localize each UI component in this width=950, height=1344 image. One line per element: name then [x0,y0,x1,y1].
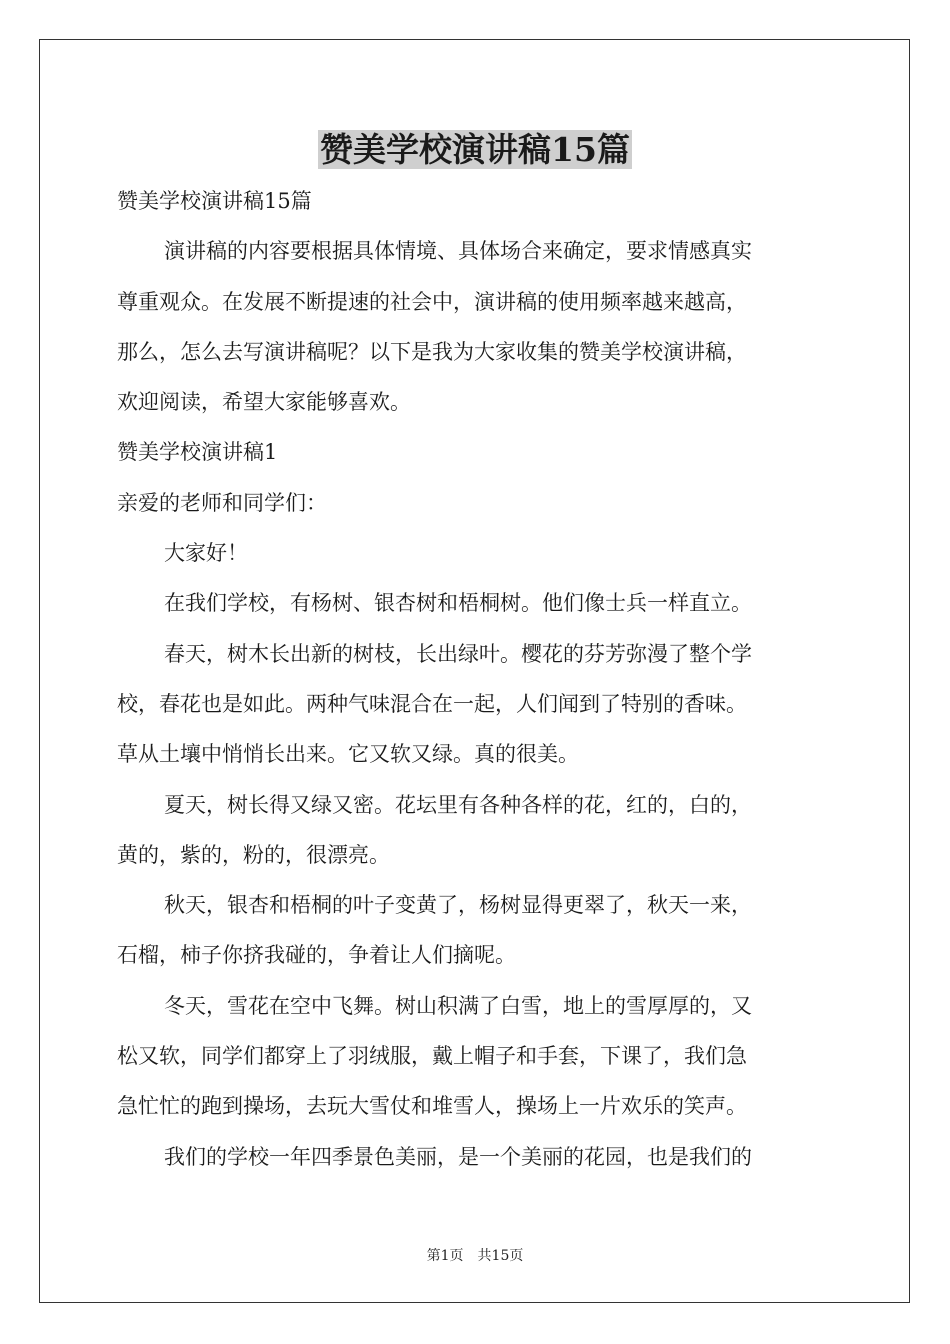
document-body [117,176,837,1182]
text-line: 夏天，树长得又绿又密。花坛里有各种各样的花，红的，白的， [164,792,752,817]
text-line: 秋天，银杏和梧桐的叶子变黄了，杨树显得更翠了，秋天一来， [164,893,752,918]
text-line: 急忙忙的跑到操场，去玩大雪仗和堆雪人，操场上一片欢乐的笑声。 [117,1094,747,1119]
text-line: 演讲稿的内容要根据具体情境、具体场合来确定，要求情感真实 [164,239,752,264]
text-line: 大家好！ [164,541,248,566]
text-line: 松又软，同学们都穿上了羽绒服，戴上帽子和手套，下课了，我们急 [117,1044,747,1069]
page-number: 第1页 [426,1248,464,1264]
text-line: 冬天，雪花在空中飞舞。树山积满了白雪，地上的雪厚厚的，又 [164,993,752,1018]
document-title [0,128,950,172]
text-line: 黄的，紫的，粉的，很漂亮。 [117,842,390,867]
text-line: 赞美学校演讲稿1 [117,440,278,465]
text-line: 石榴，柿子你挤我碰的，争着让人们摘呢。 [117,943,516,968]
text-line: 亲爱的老师和同学们： [117,490,327,515]
text-line: 欢迎阅读，希望大家能够喜欢。 [117,390,411,415]
page-footer [0,1246,950,1266]
text-line: 校，春花也是如此。两种气味混合在一起，人们闻到了特别的香味。 [117,691,747,716]
text-line: 草从土壤中悄悄长出来。它又软又绿。真的很美。 [117,742,579,767]
text-line: 在我们学校，有杨树、银杏树和梧桐树。他们像士兵一样直立。 [164,591,752,616]
text-line: 我们的学校一年四季景色美丽，是一个美丽的花园，也是我们的 [164,1144,752,1169]
text-line: 春天，树木长出新的树枝，长出绿叶。樱花的芬芳弥漫了整个学 [164,641,752,666]
text-line: 尊重观众。在发展不断提速的社会中，演讲稿的使用频率越来越高， [117,289,747,314]
document-title-text: 赞美学校演讲稿15篇 [320,130,630,169]
text-line: 赞美学校演讲稿15篇 [117,189,312,213]
page-total: 共15页 [477,1248,524,1264]
text-line: 那么，怎么去写演讲稿呢？以下是我为大家收集的赞美学校演讲稿， [117,339,747,364]
